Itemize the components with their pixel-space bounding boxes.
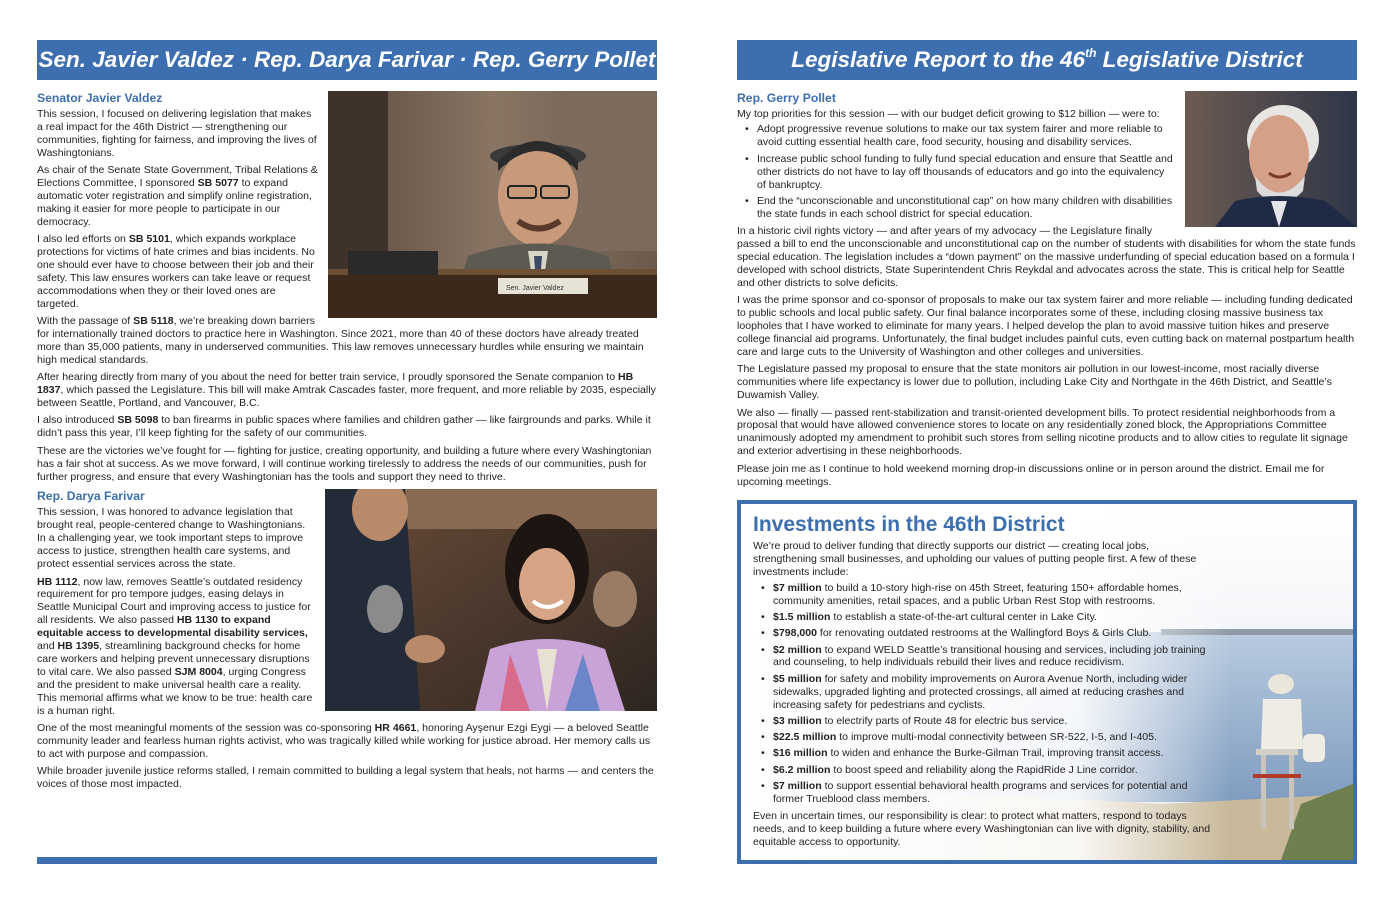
- pollet-bullet: • End the “unconscionable and unconstitutional cap” on how many children with disabilities the state funds in each school district for special education.: [757, 195, 1357, 221]
- pollet-p2: I was the prime sponsor and co-sponsor of proposals to make our tax system fairer and more reliable — including funding dedicated to public schools and local public safety. Our final balance incorporates some of these, including closing massive business tax loopholes that I have worked to eliminate for many years. I helped develop the plan to avoid massive tuition hikes and preserve college financial aid programs. Unfortunately, the final budget includes painful cuts, even cutting back on maternal postpartum health care and large cuts to the University of Washington and other colleges and universities.: [737, 294, 1355, 358]
- farivar-heading: Rep. Darya Farivar: [37, 489, 145, 504]
- valdez-p6: I also introduced SB 5098 to ban firearms in public spaces where families and children gather — like fairgrounds and parks. While it didn’t pass this year, I’ll keep fighting for the safety of our communities.: [37, 414, 651, 440]
- valdez-placard-text: Sen. Javier Valdez: [506, 285, 564, 292]
- pollet-bullet: • Increase public school funding to fully fund special education and ensure that Seattle and other districts do not have to lay off thousands of educators and go into the equivalency of bankruptcy.: [757, 153, 1357, 192]
- farivar-p2: HB 1112, now law, removes Seattle’s outdated residency requirement for pro tempore judges, easing delays in Seattle Municipal Court and improving access to justice for all residents. We also passed HB 1130 to expand equitable access to developmental disability services, and HB 1395, streamlining background checks for home care workers and helping prevent unnecessary disruptions to vital care. We also passed SJM 8004, urging Congress and the president to make universal health care a reality. This memorial affirms what we know to be true: health care is a human right.: [37, 575, 313, 717]
- investment-item: • $16 million to widen and enhance the Burke-Gilman Trail, improving transit access.: [773, 747, 1213, 760]
- investments-intro: We’re proud to deliver funding that directly supports our district — creating local jobs, strengthening small businesses, and upholding our values of putting people first. A few of these investments include:: [753, 540, 1197, 578]
- valdez-photo: [328, 91, 657, 318]
- investments-title: Investments in the 46th District: [753, 513, 1065, 536]
- pollet-intro: My top priorities for this session — with our budget deficit growing to $12 billion — were to:: [737, 108, 1160, 120]
- farivar-p4: While broader juvenile justice reforms stalled, I remain committed to building a legal system that heals, not harms — and centers the voices of those most impacted.: [37, 765, 654, 791]
- investment-item: • $798,000 for renovating outdated restrooms at the Wallingford Boys & Girls Club.: [773, 627, 1213, 640]
- pollet-p5: Please join me as I continue to hold weekend morning drop-in discussions online or in person around the district. Email me for upcoming meetings.: [737, 462, 1325, 488]
- pollet-priority-list: [737, 123, 1357, 221]
- farivar-p3: One of the most meaningful moments of the session was co-sponsoring HR 4661, honoring Ayşenur Ezgi Eygi — a beloved Seattle community leader and fearless human rights activist, who was tragically killed while working for justice abroad. Her memory calls us to act with purpose and compassion.: [37, 721, 651, 760]
- valdez-p4: With the passage of SB 5118, we’re breaking down barriers for internationally trained doctors to practice here in Washington. Since 2021, more than 40 of these doctors have already treated more than 35,000 patients, many in underserved communities. This law removes unnecessary hurdles while ensuring we maintain high medical standards.: [37, 315, 644, 366]
- investment-item: • $1.5 million to establish a state-of-the-art cultural center in Lake City.: [773, 611, 1213, 624]
- investments-box: [737, 500, 1357, 864]
- left-page: [37, 0, 657, 796]
- pollet-p1: In a historic civil rights victory — and after years of my advocacy — the Legislature finally passed a bill to end the unconscionable and unconstitutional cap on the number of students with disabilities for whom the state funds special education. The legislation includes a “down payment” on the massive underfunding of special education based on a formula I developed with school districts, State Superintendent Chris Reykdal and advocates across the state. This is critical help for Seattle and other districts to solve deficits.: [737, 225, 1356, 289]
- valdez-photo-image: [328, 91, 657, 318]
- pollet-bullet: • Adopt progressive revenue solutions to make our tax system fairer and more reliable to avoid cutting essential health care, food security, housing and disability services.: [757, 123, 1357, 149]
- investments-closing: Even in uncertain times, our responsibility is clear: to protect what matters, respond to todays needs, and to keep building a future where every Washingtonian can live with dignity, stability, and equitable access to opportunity.: [753, 809, 1211, 848]
- left-bottom-rule: [37, 857, 657, 864]
- pollet-section: [737, 91, 1357, 488]
- farivar-photo-image: [325, 489, 657, 711]
- investment-item: • $3 million to electrify parts of Route 48 for electric bus service.: [773, 715, 1213, 728]
- investment-item: • $7 million to support essential behavioral health programs and services for potential and former Trueblood class members.: [773, 780, 1213, 806]
- investments-list: [753, 582, 1213, 806]
- investment-item: • $2 million to expand WELD Seattle’s transitional housing and services, including job training and counseling, to help individuals rebuild their lives and reduce recidivism.: [773, 644, 1213, 670]
- valdez-p3: I also led efforts on SB 5101, which expands workplace protections for victims of hate crimes and bias incidents. No one should ever have to choose between their job and their safety. This law ensures workers can take leave or request accommodations when they or their loved ones are targeted.: [37, 233, 315, 310]
- left-banner: Sen. Javier Valdez · Rep. Darya Farivar · Rep. Gerry Pollet: [37, 40, 657, 80]
- investment-item: • $7 million to build a 10-story high-rise on 45th Street, featuring 150+ affordable homes, community amenities, retail spaces, and a public Urban Rest Stop with restrooms.: [773, 582, 1213, 608]
- investment-item: • $22.5 million to improve multi-modal connectivity between SR-522, I-5, and I-405.: [773, 731, 1213, 744]
- valdez-p2: As chair of the Senate State Government, Tribal Relations & Elections Committee, I sponsored SB 5077 to expand automatic voter registration and simplify online registration, making it easier for more people to participate in our democracy.: [37, 164, 318, 228]
- investments-content: [753, 512, 1213, 853]
- valdez-heading: Senator Javier Valdez: [37, 91, 163, 105]
- pollet-heading: Rep. Gerry Pollet: [737, 91, 836, 105]
- pollet-p4: We also — finally — passed rent-stabilization and transit-oriented development bills. To protect residential neighborhoods from a proposal that would have allowed convenience stores to locate on any residentially zoned block, the Appropriations Committee unanimously adopted my amendment to prohibit such stores from selling nicotine products and to allow cities to regulate lit signage and exterior advertising in these neighborhoods.: [737, 406, 1348, 458]
- right-page: [737, 0, 1357, 848]
- right-banner: Legislative Report to the 46th Legislative District: [737, 40, 1357, 80]
- valdez-p7: These are the victories we’ve fought for — fighting for justice, creating opportunity, and building a future where every Washingtonian has a fair shot at success. As we move forward, I will continue working tirelessly to address the needs of our communities, push for further progress, and ensure that every Washingtonian has the tools and support they need to thrive.: [37, 444, 652, 483]
- farivar-section: [37, 489, 657, 791]
- farivar-p1: This session, I was honored to advance legislation that brought real, people-centered change to Washingtonians. In a challenging year, we took important steps to improve access to justice, strengthen health care systems, and protect essential services across the state.: [37, 506, 306, 571]
- valdez-section: [37, 91, 657, 483]
- investment-item: • $5 million for safety and mobility improvements on Aurora Avenue North, including wider sidewalks, upgraded lighting and protected crossings, all aimed at reducing crashes and increasing safety for pedestrians and cyclists.: [773, 673, 1213, 712]
- valdez-p5: After hearing directly from many of you about the need for better train service, I proudly sponsored the Senate companion to HB 1837, which passed the Legislature. This bill will make Amtrak Cascades faster, more frequent, and more reliable by 2035, especially between Seattle, Portland, and Vancouver, B.C.: [37, 371, 656, 410]
- valdez-p1: This session, I focused on delivering legislation that makes a real impact for the 46th District — strengthening our communities, fighting for fairness, and improving the lives of Washingtonians.: [37, 108, 317, 159]
- farivar-photo: [325, 489, 657, 711]
- pollet-p3: The Legislature passed my proposal to ensure that the state monitors air pollution in our lowest-income, most racially diverse communities where life expectancy is lower due to pollution, including Lake City and Northgate in the 46th District, and Seattle’s Duwamish Valley.: [737, 363, 1332, 402]
- investment-item: • $6.2 million to boost speed and reliability along the RapidRide J Line corridor.: [773, 764, 1213, 777]
